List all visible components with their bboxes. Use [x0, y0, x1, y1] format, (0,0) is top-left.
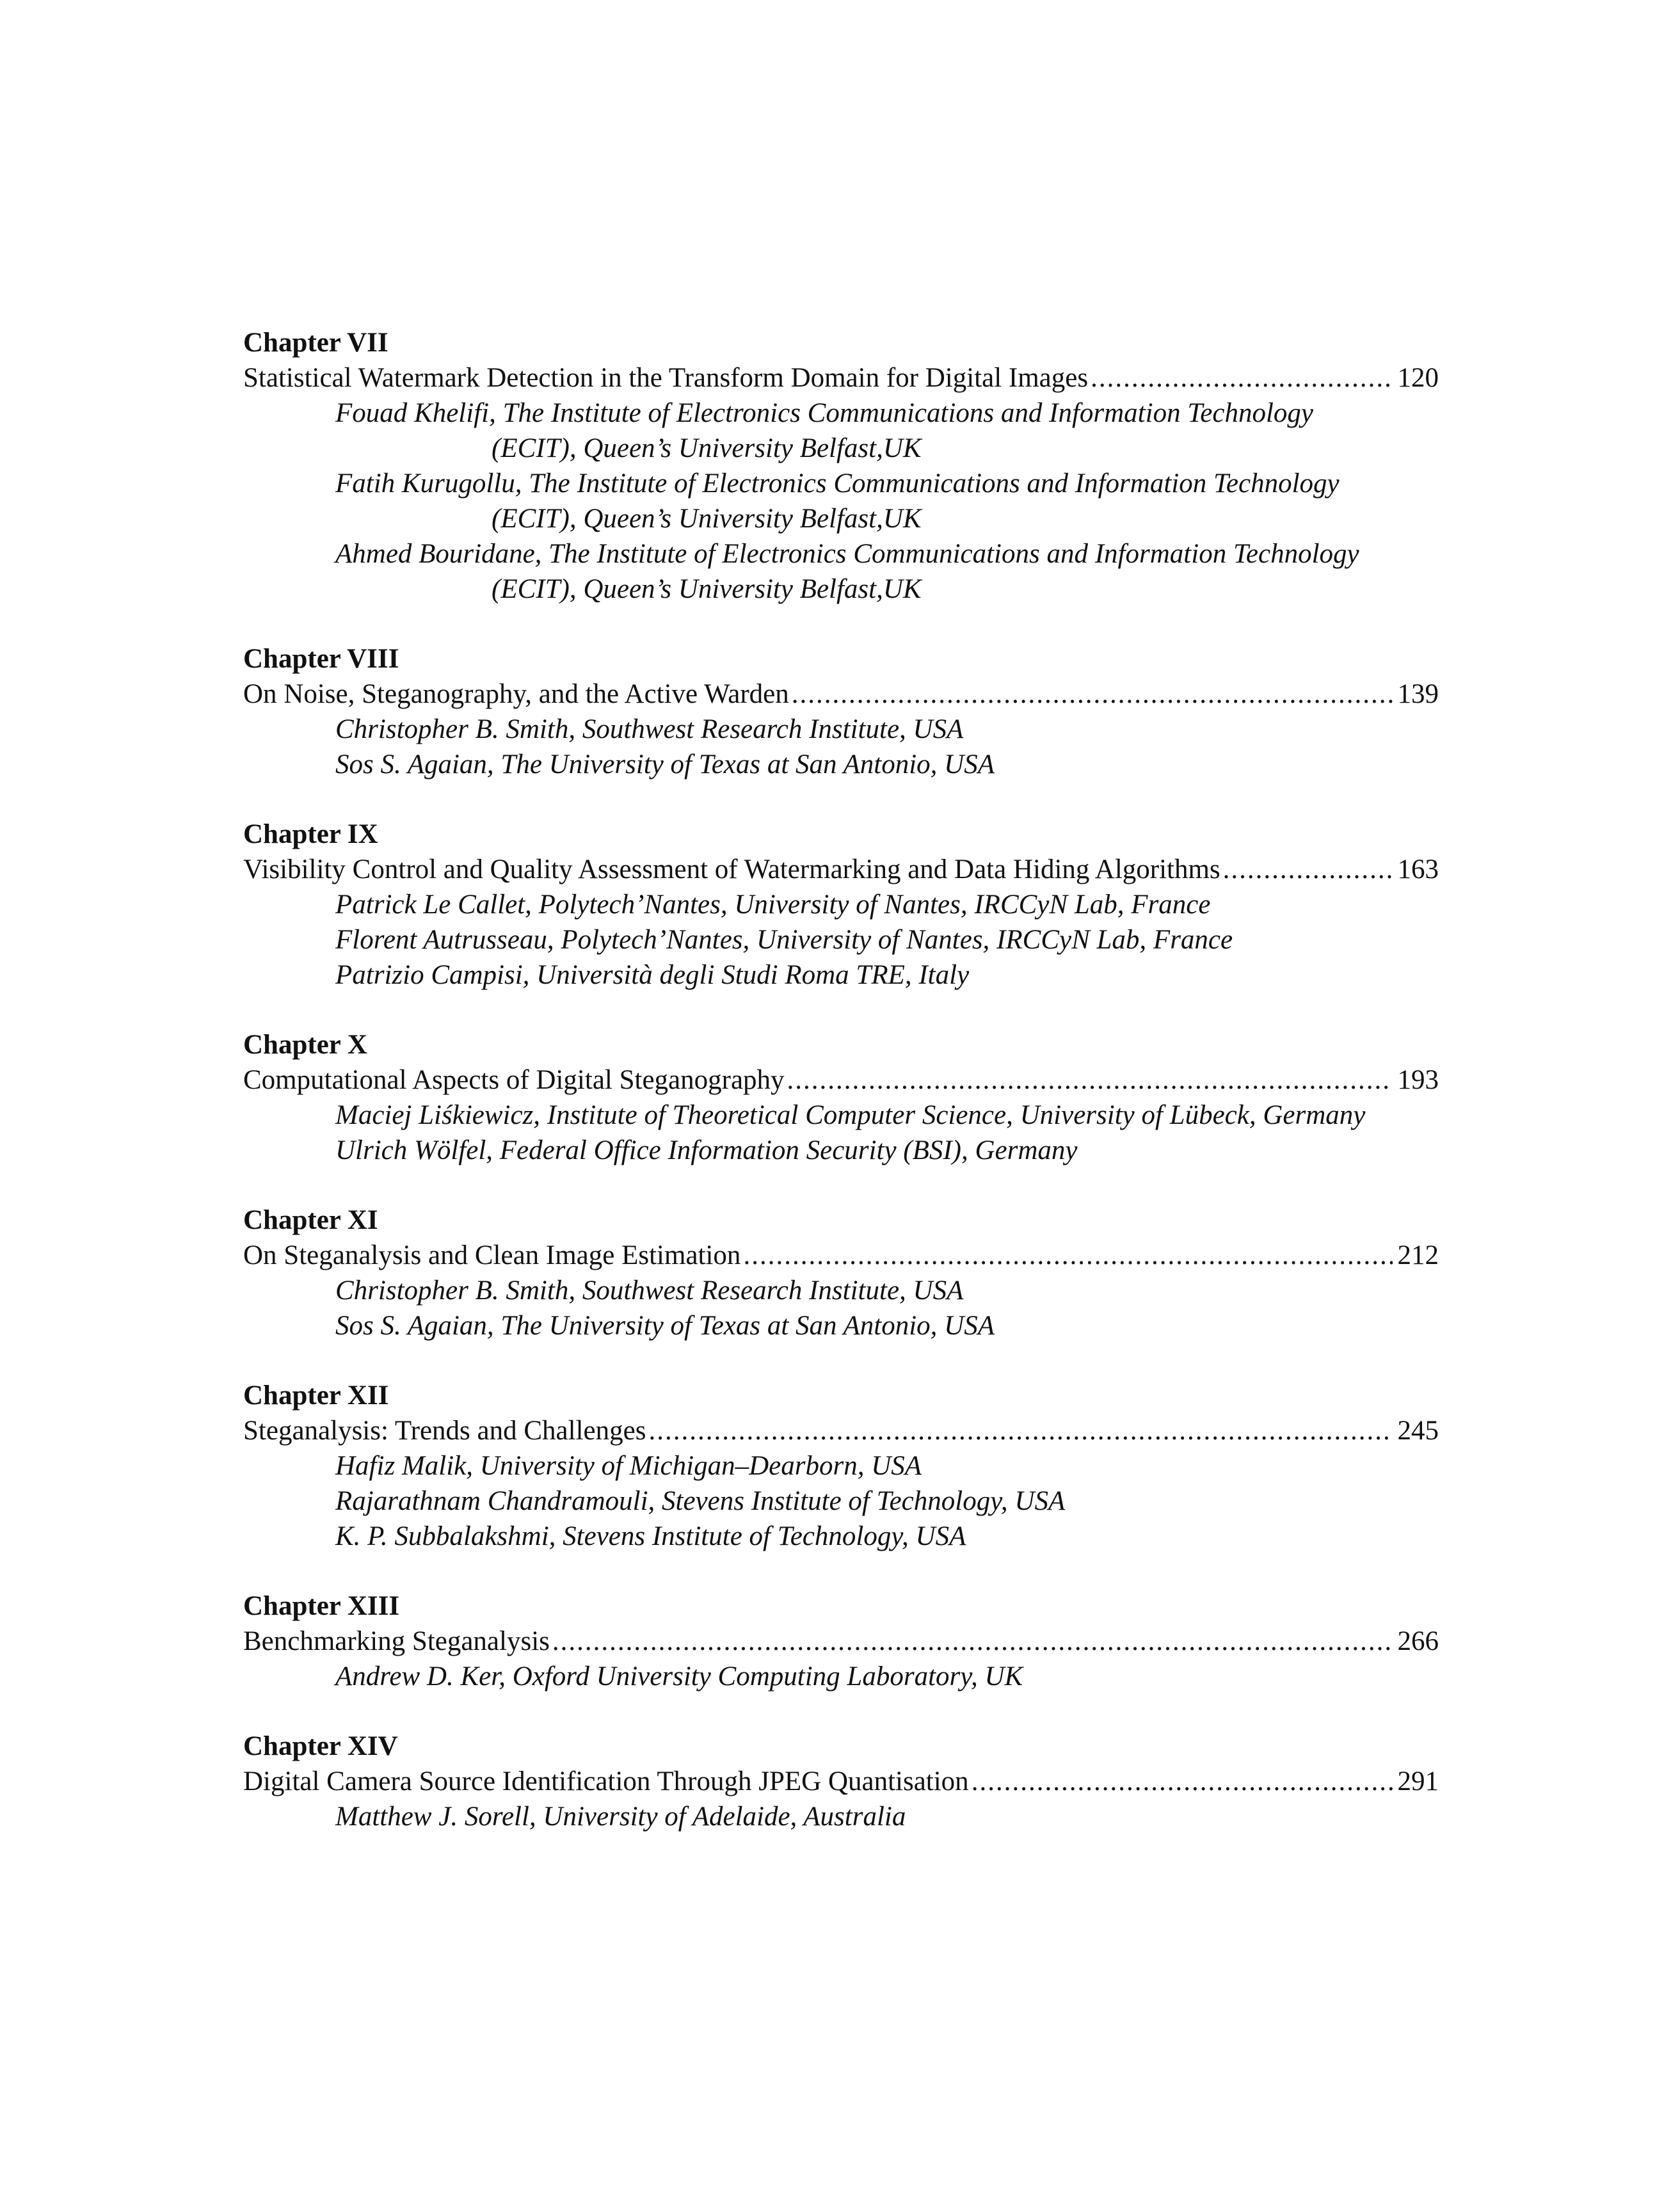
- chapter-title[interactable]: Visibility Control and Quality Assessment of Watermarking and Data Hiding Algorithms: [243, 854, 1220, 884]
- author-affiliation-cont: (ECIT), Queen’s University Belfast,UK: [492, 433, 922, 463]
- dot-leader: [552, 1624, 1393, 1659]
- page-number: 212: [1397, 1240, 1439, 1270]
- chapter-entry: [243, 1588, 1439, 1694]
- chapter-entry: [243, 1027, 1439, 1168]
- chapter-label: Chapter VIII: [243, 644, 399, 674]
- dot-leader: [972, 1764, 1393, 1799]
- page-number: 120: [1397, 363, 1439, 393]
- chapter-title-row[interactable]: [243, 1238, 1439, 1273]
- chapter-title[interactable]: Statistical Watermark Detection in the Transform Domain for Digital Images: [243, 363, 1089, 393]
- chapter-title-row[interactable]: [243, 1624, 1439, 1659]
- chapter-entry: [243, 325, 1439, 607]
- chapter-title-row[interactable]: [243, 1764, 1439, 1799]
- chapter-title-row[interactable]: [243, 852, 1439, 887]
- page-number: 163: [1397, 854, 1439, 884]
- author-line: Fouad Khelifi, The Institute of Electronics Communications and Information Technology: [335, 398, 1313, 428]
- author-line: K. P. Subbalakshmi, Stevens Institute of Technology, USA: [335, 1521, 966, 1551]
- author-affiliation-cont: (ECIT), Queen’s University Belfast,UK: [492, 574, 922, 604]
- dot-leader: [792, 676, 1393, 712]
- page-number: 139: [1397, 679, 1439, 709]
- chapter-entry: [243, 1729, 1439, 1834]
- table-of-contents: [243, 325, 1439, 1869]
- chapter-label: Chapter XIII: [243, 1591, 400, 1621]
- author-line: Matthew J. Sorell, University of Adelaide, Australia: [335, 1802, 906, 1832]
- author-line: Sos S. Agaian, The University of Texas at San Antonio, USA: [335, 1311, 995, 1341]
- author-line: Christopher B. Smith, Southwest Research Institute, USA: [335, 1276, 964, 1306]
- chapter-title[interactable]: Digital Camera Source Identification Through JPEG Quantisation: [243, 1766, 969, 1796]
- chapter-title[interactable]: On Steganalysis and Clean Image Estimation: [243, 1240, 741, 1270]
- page-number: 266: [1397, 1626, 1439, 1656]
- dot-leader: [1091, 360, 1392, 396]
- chapter-label: Chapter X: [243, 1030, 367, 1060]
- chapter-entry: [243, 817, 1439, 993]
- author-line: Maciej Liśkiewicz, Institute of Theoretical Computer Science, University of Lübeck, Germany: [335, 1100, 1366, 1130]
- author-line: Ahmed Bouridane, The Institute of Electronics Communications and Information Technology: [335, 539, 1359, 569]
- chapter-label: Chapter IX: [243, 819, 378, 849]
- chapter-entry: [243, 1378, 1439, 1554]
- chapter-title-row[interactable]: [243, 1413, 1439, 1448]
- author-line: Patrick Le Callet, Polytech’Nantes, University of Nantes, IRCCyN Lab, France: [335, 890, 1211, 920]
- chapter-title[interactable]: Steganalysis: Trends and Challenges: [243, 1416, 646, 1446]
- page-number: 245: [1397, 1416, 1439, 1446]
- dot-leader: [648, 1413, 1392, 1448]
- author-line: Fatih Kurugollu, The Institute of Electronics Communications and Information Technology: [335, 468, 1340, 499]
- dot-leader: [743, 1238, 1392, 1273]
- chapter-label: Chapter XII: [243, 1380, 389, 1411]
- chapter-label: Chapter VII: [243, 328, 388, 358]
- chapter-title-row[interactable]: [243, 676, 1439, 712]
- page-number: 193: [1397, 1065, 1439, 1095]
- chapter-title-row[interactable]: [243, 360, 1439, 396]
- chapter-label: Chapter XIV: [243, 1731, 398, 1761]
- chapter-entry: [243, 1203, 1439, 1343]
- author-line: Andrew D. Ker, Oxford University Computing Laboratory, UK: [335, 1661, 1023, 1692]
- author-line: Hafiz Malik, University of Michigan–Dearborn, USA: [335, 1451, 922, 1481]
- author-line: Florent Autrusseau, Polytech’Nantes, University of Nantes, IRCCyN Lab, France: [335, 925, 1233, 955]
- chapter-title[interactable]: On Noise, Steganography, and the Active Warden: [243, 679, 789, 709]
- author-line: Christopher B. Smith, Southwest Research Institute, USA: [335, 714, 964, 744]
- chapter-title[interactable]: Computational Aspects of Digital Steganography: [243, 1065, 785, 1095]
- chapter-title[interactable]: Benchmarking Steganalysis: [243, 1626, 550, 1656]
- author-line: Patrizio Campisi, Università degli Studi Roma TRE, Italy: [335, 960, 970, 990]
- chapter-entry: [243, 641, 1439, 782]
- author-line: Rajarathnam Chandramouli, Stevens Institute of Technology, USA: [335, 1486, 1066, 1516]
- dot-leader: [787, 1062, 1393, 1098]
- author-line: Ulrich Wölfel, Federal Office Information Security (BSI), Germany: [335, 1135, 1078, 1165]
- author-line: Sos S. Agaian, The University of Texas at San Antonio, USA: [335, 749, 995, 780]
- chapter-label: Chapter XI: [243, 1205, 378, 1235]
- chapter-title-row[interactable]: [243, 1062, 1439, 1098]
- author-affiliation-cont: (ECIT), Queen’s University Belfast,UK: [492, 504, 922, 534]
- dot-leader: [1223, 852, 1393, 887]
- page-number: 291: [1397, 1766, 1439, 1796]
